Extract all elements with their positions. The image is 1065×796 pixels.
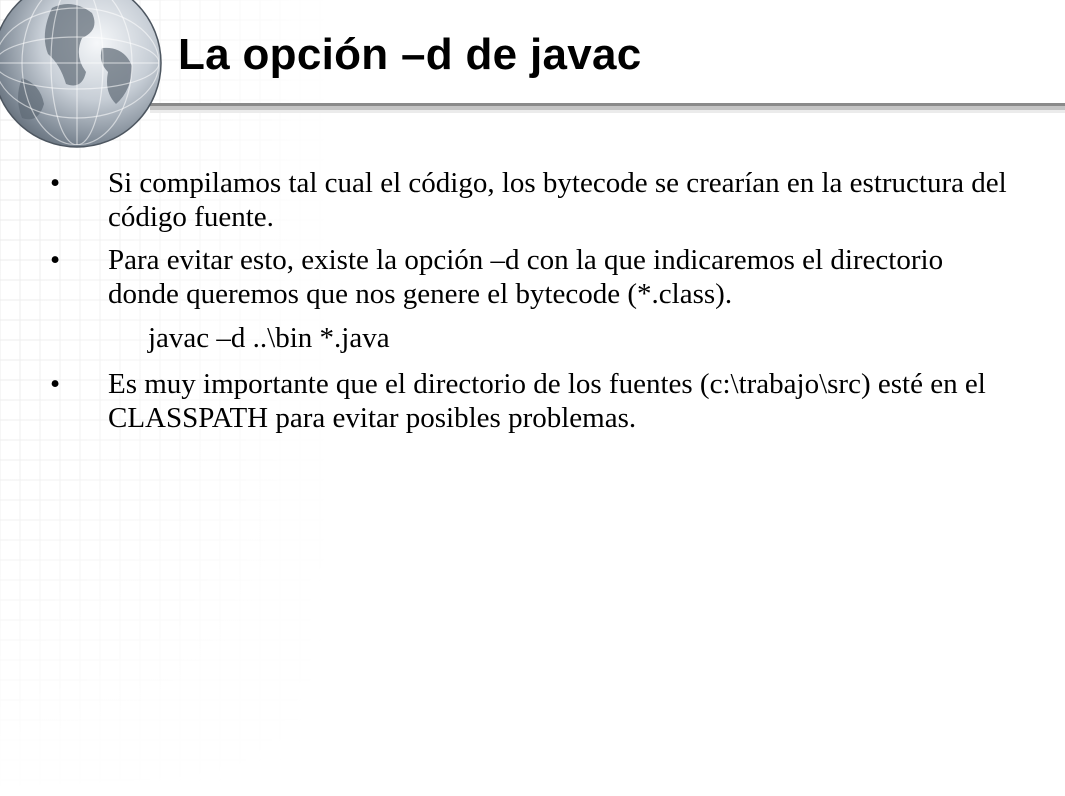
bullet-glyph: • [50,167,61,199]
title-underline [150,100,1065,115]
slide-body [50,166,1010,444]
bullet-item [50,243,1010,311]
bullet-item [50,367,1010,435]
bullet-text: Si compilamos tal cual el código, los bytecode se crearían en la estructura del código fuente. [108,167,1007,233]
bullet-item [50,166,1010,234]
bullet-text: Para evitar esto, existe la opción –d con la que indicaremos el directorio donde queremos que nos genere el bytecode (*.class). [108,244,944,310]
slide-title: La opción –d de javac [178,30,642,79]
bullet-glyph: • [50,368,61,400]
bullet-glyph: • [50,244,61,276]
globe-icon [0,0,172,158]
code-example: javac –d ..\bin *.java [148,322,390,354]
bullet-text: Es muy importante que el directorio de los fuentes (c:\trabajo\src) esté en el CLASSPATH para evitar posibles problemas. [108,368,986,434]
